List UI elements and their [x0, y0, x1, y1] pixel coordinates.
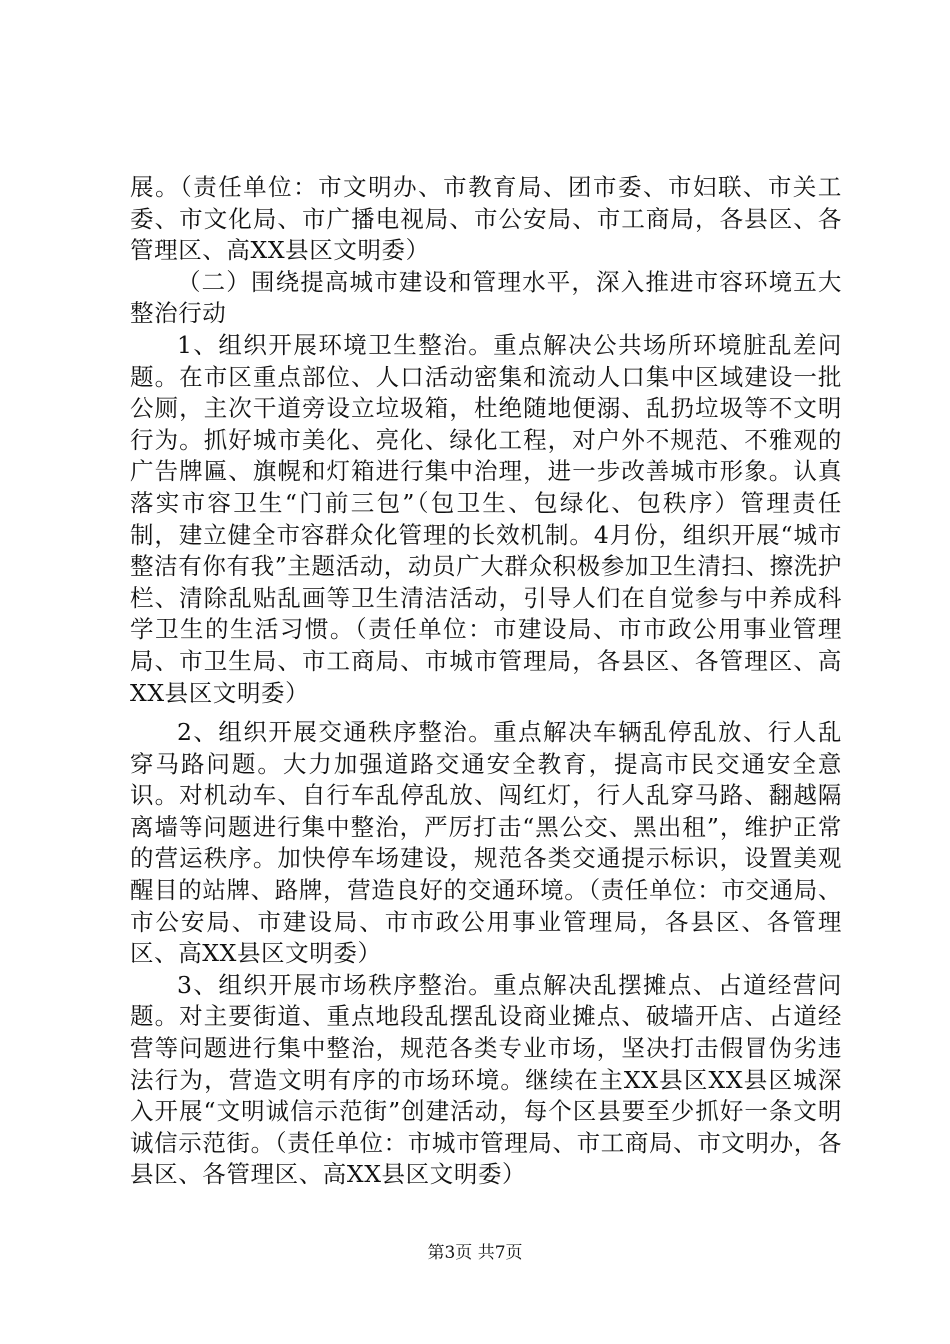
paragraph-market: 3、组织开展市场秩序整治。重点解决乱摆摊点、占道经营问题。对主要街道、重点地段乱摆乱设商业摊点、破墙开店、占道经营等问题进行集中整治，规范各类专业市场，坚决打击假冒伪劣违法行为，营造文明有序的市场环境。继续在主XX县区XX县区城深入开展“文明诚信示范街”创建活动，每个区县要至少抓好一条文明诚信示范街。（责任单位：市城市管理局、市工商局、市文明办，各县区、各管理区、高XX县区文明委）: [130, 970, 842, 1189]
paragraph-environment: 1、组织开展环境卫生整治。重点解决公共场所环境脏乱差问题。在市区重点部位、人口活动密集和流动人口集中区域建设一批公厕，主次干道旁设立垃圾箱，杜绝随地便溺、乱扔垃圾等不文明行为。抓好城市美化、亮化、绿化工程，对户外不规范、不雅观的广告牌匾、旗幌和灯箱进行集中治理，进一步改善城市形象。认真落实市容卫生“门前三包”（包卫生、包绿化、包秩序）管理责任制，建立健全市容群众化管理的长效机制。4月份，组织开展“城市整洁有你有我”主题活动，动员广大群众积极参加卫生清扫、擦洗护栏、清除乱贴乱画等卫生清洁活动，引导人们在自觉参与中养成科学卫生的生活习惯。（责任单位：市建设局、市市政公用事业管理局、市卫生局、市工商局、市城市管理局，各县区、各管理区、高XX县区文明委）: [130, 330, 842, 707]
paragraph-traffic: 2、组织开展交通秩序整治。重点解决车辆乱停乱放、行人乱穿马路问题。大力加强道路交通安全教育，提高市民交通安全意识。对机动车、自行车乱停乱放、闯红灯，行人乱穿马路、翻越隔离墙等问题进行集中整治，严厉打击“黑公交、黑出租”，维护正常的营运秩序。加快停车场建设，规范各类交通提示标识，设置美观醒目的站牌、路牌，营造良好的交通环境。（责任单位：市交通局、市公安局、市建设局、市市政公用事业管理局，各县区、各管理区、高XX县区文明委）: [130, 718, 842, 968]
paragraph-continuation: 展。（责任单位：市文明办、市教育局、团市委、市妇联、市关工委、市文化局、市广播电视局、市公安局、市工商局，各县区、各管理区、高XX县区文明委）: [130, 173, 842, 265]
page-footer: 第3页 共7页: [427, 1243, 523, 1263]
section-heading: （二）围绕提高城市建设和管理水平，深入推进市容环境五大整治行动: [130, 267, 842, 328]
